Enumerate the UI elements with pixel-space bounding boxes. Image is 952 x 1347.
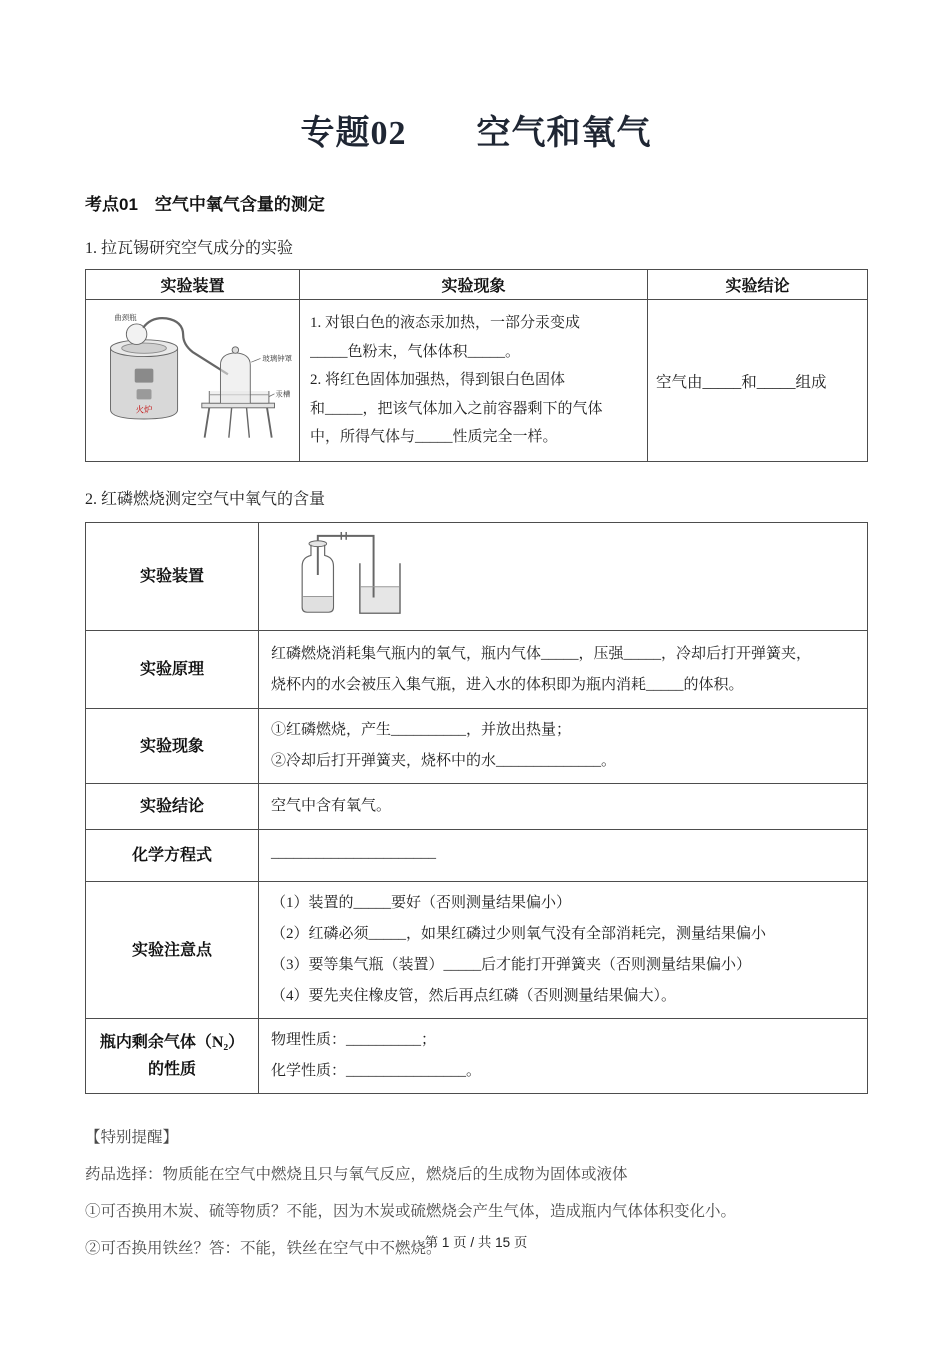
lavoisier-table	[85, 269, 868, 462]
item-label-1: 1. 拉瓦锡研究空气成分的实验	[85, 240, 294, 257]
row-label-equation: 化学方程式	[86, 830, 259, 882]
reminder-line: 药品选择：物质能在空气中燃烧且只与氧气反应，燃烧后的生成物为固体或液体	[85, 1166, 628, 1183]
equation-cell	[259, 830, 868, 882]
equation-blank: ______________________	[271, 845, 436, 861]
residual-gas-line: 化学性质：________________。	[271, 1063, 482, 1079]
notes-cell	[259, 882, 868, 1019]
note-line: （3）要等集气瓶（装置）_____后才能打开弹簧夹（否则测量结果偏小）	[271, 957, 752, 973]
item-label-2: 2. 红磷燃烧测定空气中氧气的含量	[85, 491, 326, 508]
trough-label: 汞槽	[275, 389, 291, 399]
phosphorus-table	[85, 522, 868, 1094]
note-line: （4）要先夹住橡皮管，然后再点红磷（否则测量结果偏大）。	[271, 988, 677, 1004]
principle-line: 烧杯内的水会被压入集气瓶，进入水的体积即为瓶内消耗_____的体积。	[271, 676, 744, 693]
phenomena2-cell	[259, 709, 868, 784]
header-apparatus: 实验装置	[86, 270, 300, 300]
furnace-label: 火炉	[135, 405, 153, 415]
row-conclusion	[86, 784, 868, 830]
phenomena-line: 1. 对银白色的液态汞加热，一部分汞变成	[310, 315, 581, 332]
residual-gas-cell	[259, 1019, 868, 1094]
row-label-notes: 实验注意点	[86, 882, 259, 1019]
reminder-line: ①可否换用木炭、硫等物质？不能，因为木炭或硫燃烧会产生气体，造成瓶内气体体积变化小。	[85, 1203, 737, 1220]
row-residual-gas	[86, 1019, 868, 1094]
row-label-phenomena: 实验现象	[86, 709, 259, 784]
conclusion-cell: 空气由_____和_____组成	[648, 300, 868, 462]
reminder-title: 【特别提醒】	[85, 1129, 179, 1146]
note-line: （1）装置的_____要好（否则测量结果偏小）	[271, 895, 572, 911]
principle-line: 红磷燃烧消耗集气瓶内的氧气，瓶内气体_____，压强_____，冷却后打开弹簧夹，	[271, 645, 812, 662]
bell-jar-label: 玻璃钟罩	[262, 354, 293, 364]
note-line: （2）红磷必须_____，如果红磷过少则氧气没有全部消耗完，测量结果偏小	[271, 926, 767, 942]
phenomena-line: 中，所得气体与_____性质完全一样。	[310, 429, 558, 446]
conclusion2-line: 空气中含有氧气。	[271, 798, 392, 814]
row-label-apparatus: 实验装置	[86, 523, 259, 631]
header-conclusion: 实验结论	[648, 270, 868, 300]
lavoisier-header-row	[86, 270, 868, 300]
retort-label: 曲颈瓶	[114, 313, 137, 323]
phenomena-line: 和_____，把该气体加入之前容器剩下的气体	[310, 400, 603, 417]
principle-cell	[259, 631, 868, 709]
row-label-principle: 实验原理	[86, 631, 259, 709]
apparatus-figure-cell	[86, 300, 300, 462]
phenomena-cell	[300, 300, 648, 462]
row-label-residual-gas: 瓶内剩余气体（N₂）的性质	[86, 1019, 259, 1094]
phenomena-line: _____色粉末，气体体积_____。	[310, 343, 521, 360]
row-label-conclusion: 实验结论	[86, 784, 259, 830]
lavoisier-body-row	[86, 300, 868, 462]
phenomena2-line: ②冷却后打开弹簧夹，烧杯中的水______________。	[271, 753, 617, 769]
row-notes	[86, 882, 868, 1019]
header-phenomena: 实验现象	[300, 270, 648, 300]
row-principle	[86, 631, 868, 709]
residual-gas-line: 物理性质：__________；	[271, 1032, 437, 1048]
lavoisier-apparatus-figure	[90, 308, 295, 448]
row-equation	[86, 830, 868, 882]
reminder-line: ②可否换用铁丝？答：不能，铁丝在空气中不燃烧。	[85, 1240, 442, 1257]
row-phenomena	[86, 709, 868, 784]
section-heading: 考点01 空气中氧气含量的测定	[85, 195, 325, 214]
page-footer: 第 1 页 / 共 15 页	[424, 1235, 528, 1250]
conclusion2-cell	[259, 784, 868, 830]
row-apparatus	[86, 523, 868, 631]
phenomena-line: 2. 将红色固体加强热，得到银白色固体	[310, 372, 566, 389]
page-title: 专题02 空气和氧气	[300, 115, 652, 152]
apparatus2-figure-cell	[259, 523, 868, 631]
phenomena2-line: ①红磷燃烧，产生__________，并放出热量；	[271, 722, 572, 738]
phosphorus-apparatus-figure	[277, 531, 432, 621]
